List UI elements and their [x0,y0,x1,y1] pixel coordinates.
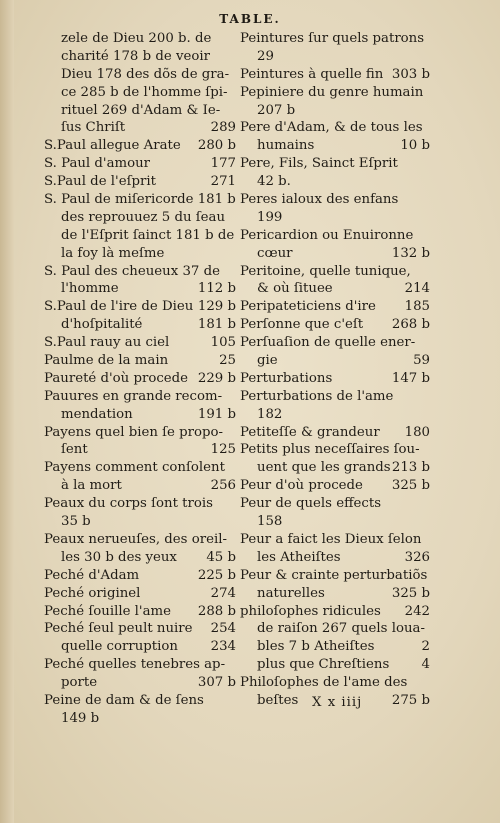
entry-text: ce 285 b de l'homme ſpi- [61,84,228,100]
index-entry [44,710,236,728]
index-entry [240,424,430,442]
entry-text: philoſophes ridicules [240,603,381,619]
entry-page-number: 180 [404,424,430,440]
entry-text: Pepiniere du genre humain [240,84,424,100]
index-entry [240,459,430,477]
index-entry [44,370,236,388]
entry-text: les Atheiſtes [257,549,341,565]
index-entry [44,48,236,66]
index-entry [240,245,430,263]
entry-text: mendation [61,406,133,422]
index-entry [240,585,430,603]
entry-text: Petits plus neceſſaires ſou- [240,442,420,458]
entry-text: Philoſophes de l'ame des [240,675,408,691]
index-entry [240,173,430,191]
index-entry [44,441,236,459]
index-entry [240,441,430,459]
entry-text: Perturbations de l'ame [240,388,394,404]
index-entry [240,84,430,102]
entry-page-number: 303 b [391,66,430,82]
entry-text: quelle corruption [61,639,178,655]
index-entry [240,388,430,406]
entry-text: Peaux du corps ſont trois [44,496,213,512]
index-entry [240,567,430,585]
index-entry [44,209,236,227]
index-entry [44,66,236,84]
entry-text: Peché originel [44,585,141,601]
index-entry [240,334,430,352]
index-entry [240,656,430,674]
entry-text: 42 b. [257,174,291,190]
index-entry [44,352,236,370]
entry-text: Peché ſouille l'ame [44,603,171,619]
entry-text: 29 [257,48,274,64]
entry-text: zele de Dieu 200 b. de [61,31,212,46]
entry-page-number: 10 b [400,138,430,154]
index-entry [240,298,430,316]
index-entry [44,638,236,656]
index-entry [44,585,236,603]
index-entry [240,531,430,549]
entry-page-number: 225 b [197,567,236,583]
entry-page-number: 326 [404,549,430,565]
entry-text: rituel 269 d'Adam & Ie- [61,102,221,118]
index-entry [240,549,430,567]
entry-text: S. Paul des cheueux 37 de [44,263,220,279]
index-column-left [44,30,236,728]
index-entry [240,48,430,66]
entry-page-number: 280 b [197,138,236,154]
entry-page-number: 242 [404,603,430,619]
entry-page-number: 45 b [206,549,236,565]
entry-text: Perſuaſion de quelle ener- [240,335,416,351]
index-entry [44,137,236,155]
entry-text: Paureté d'où procede [44,370,189,386]
index-entry [240,674,430,692]
entry-text: Perturbations [240,370,333,386]
entry-text: Peché ſeul peult nuire [44,621,193,637]
entry-text: l'homme [61,281,119,297]
entry-page-number: 191 b [197,406,236,422]
entry-text: Peripateticiens d'ire [240,299,376,315]
page-gutter [0,0,14,823]
index-entry [44,30,236,48]
entry-page-number: 177 [210,156,236,172]
entry-text: beſtes [257,692,299,708]
entry-page-number: 256 [210,478,236,494]
index-entry [44,459,236,477]
entry-text: les 30 b des yeux [61,549,177,565]
entry-page-number: 4 [421,657,430,673]
entry-text: uent que les grands [257,460,391,476]
index-entry [240,495,430,513]
entry-text: S. Paul d'amour [44,156,151,172]
index-entry [240,191,430,209]
index-entry [240,30,430,48]
index-entry [240,263,430,281]
entry-page-number: 214 [404,281,430,297]
entry-text: Pericardion ou Enuironne [240,227,414,243]
index-entry [44,173,236,191]
index-entry [44,263,236,281]
entry-page-number: 2 [421,639,430,655]
entry-text: 158 [257,514,283,530]
index-entry [240,209,430,227]
entry-page-number: 112 b [197,281,236,297]
index-entry [44,388,236,406]
entry-page-number: 181 b [197,317,236,333]
entry-text: d'hoſpitalité [61,317,143,333]
entry-text: Perſonne que c'eſt [240,317,364,333]
entry-text: la foy là meſme [61,245,165,261]
entry-page-number: 105 [210,335,236,351]
index-entry [44,298,236,316]
index-entry [240,119,430,137]
entry-text: humains [257,138,315,154]
index-entry [240,477,430,495]
entry-page-number: 213 b [391,460,430,476]
index-entry [240,638,430,656]
entry-text: Payens quel bien ſe propo- [44,424,224,440]
index-entry [44,567,236,585]
index-entry [44,674,236,692]
index-entry [44,334,236,352]
index-entry [44,191,236,209]
entry-page-number: 289 [210,120,236,136]
entry-text: S.Paul rauy au ciel [44,335,170,351]
index-column-right [240,30,430,710]
entry-text: charité 178 b de veoir [61,48,210,64]
entry-page-number: 125 [210,442,236,458]
entry-page-number: 132 b [391,245,430,261]
entry-text: de raiſon 267 quels loua- [257,621,425,637]
index-entry [44,424,236,442]
entry-page-number: 274 [210,585,236,601]
entry-text: & où ſituee [257,281,333,297]
index-entry [44,692,236,710]
entry-page-number: 325 b [391,478,430,494]
index-entry [44,531,236,549]
entry-text: S.Paul de l'eſprit [44,174,156,190]
entry-page-number: 275 b [391,692,430,708]
index-entry [44,406,236,424]
entry-page-number: 59 [413,353,430,369]
entry-page-number: 129 b [197,299,236,315]
entry-text: gie [257,353,278,369]
index-entry [44,245,236,263]
index-entry [44,495,236,513]
index-entry [240,620,430,638]
entry-text: Peaux nerueuſes, des oreil- [44,531,227,547]
index-entry [44,620,236,638]
index-entry [240,352,430,370]
entry-page-number: 185 [404,299,430,315]
entry-page-number: 25 [219,353,236,369]
index-entry [44,119,236,137]
entry-text: Peres ialoux des enfans [240,192,399,208]
index-entry [240,603,430,621]
entry-page-number: 229 b [197,370,236,386]
index-entry [44,513,236,531]
entry-text: Peché quelles tenebres ap- [44,657,226,673]
entry-text: Peintures à quelle fin [240,66,384,82]
index-entry [44,603,236,621]
entry-text: Pauures en grande recom- [44,388,223,404]
entry-text: porte [61,675,98,691]
entry-page-number: 325 b [391,585,430,601]
index-entry [44,84,236,102]
index-entry [44,549,236,567]
entry-text: plus que Chreſtiens [257,657,390,673]
entry-text: des reprouuez 5 du ſeau [61,209,226,225]
index-entry [44,102,236,120]
index-entry [44,477,236,495]
entry-page-number: 147 b [391,370,430,386]
index-entry [240,370,430,388]
entry-page-number: 254 [210,621,236,637]
entry-text: Dieu 178 des dõs de gra- [61,66,230,82]
entry-page-number: 307 b [197,675,236,691]
entry-text: Pere d'Adam, & de tous les [240,120,423,136]
signature-mark: X x iiij [312,695,363,710]
entry-text: S.Paul allegue Arate [44,138,181,154]
index-entry [240,66,430,84]
entry-text: à la mort [61,478,122,494]
entry-text: S. Paul de miſericorde 181 b [44,192,236,208]
index-entry [44,227,236,245]
entry-text: cœur [257,245,293,261]
entry-text: Peur d'où procede [240,478,363,494]
entry-text: Peritoine, quelle tunique, [240,263,411,279]
entry-text: 199 [257,209,283,225]
entry-text: 149 b [61,710,100,726]
index-entry [44,316,236,334]
entry-page-number: 271 [210,174,236,190]
entry-page-number: 288 b [197,603,236,619]
entry-text: ſent [61,442,88,458]
entry-text: Payens comment conſolent [44,460,225,476]
entry-text: Paulme de la main [44,353,169,369]
entry-text: de l'Eſprit ſainct 181 b de [61,227,235,243]
entry-page-number: 234 [210,639,236,655]
index-entry [240,513,430,531]
index-entry [44,280,236,298]
entry-text: Petiteſſe & grandeur [240,424,380,440]
index-entry [240,316,430,334]
entry-text: 35 b [61,514,91,530]
entry-text: bles 7 b Atheiſtes [257,639,375,655]
entry-text: ſus Chriſt [61,120,126,136]
index-entry [44,155,236,173]
index-entry [240,137,430,155]
index-entry [44,656,236,674]
index-entry [240,155,430,173]
index-entry [240,227,430,245]
index-entry [240,406,430,424]
index-entry [240,102,430,120]
running-header: TABLE. [219,12,281,26]
index-entry [240,280,430,298]
entry-page-number: 268 b [391,317,430,333]
entry-text: Pere, Fils, Sainct Eſprit [240,156,398,172]
entry-text: Peur & crainte perturbatiõs [240,567,428,583]
entry-text: S.Paul de l'ire de Dieu [44,299,194,315]
entry-text: Peur a faict les Dieux ſelon [240,531,422,547]
entry-text: naturelles [257,585,325,601]
entry-text: Peine de dam & de ſens [44,692,204,708]
entry-text: Peur de quels effects [240,496,382,512]
entry-text: Peché d'Adam [44,567,140,583]
entry-text: 182 [257,406,283,422]
entry-text: Peintures ſur quels patrons [240,31,425,46]
entry-text: 207 b [257,102,296,118]
